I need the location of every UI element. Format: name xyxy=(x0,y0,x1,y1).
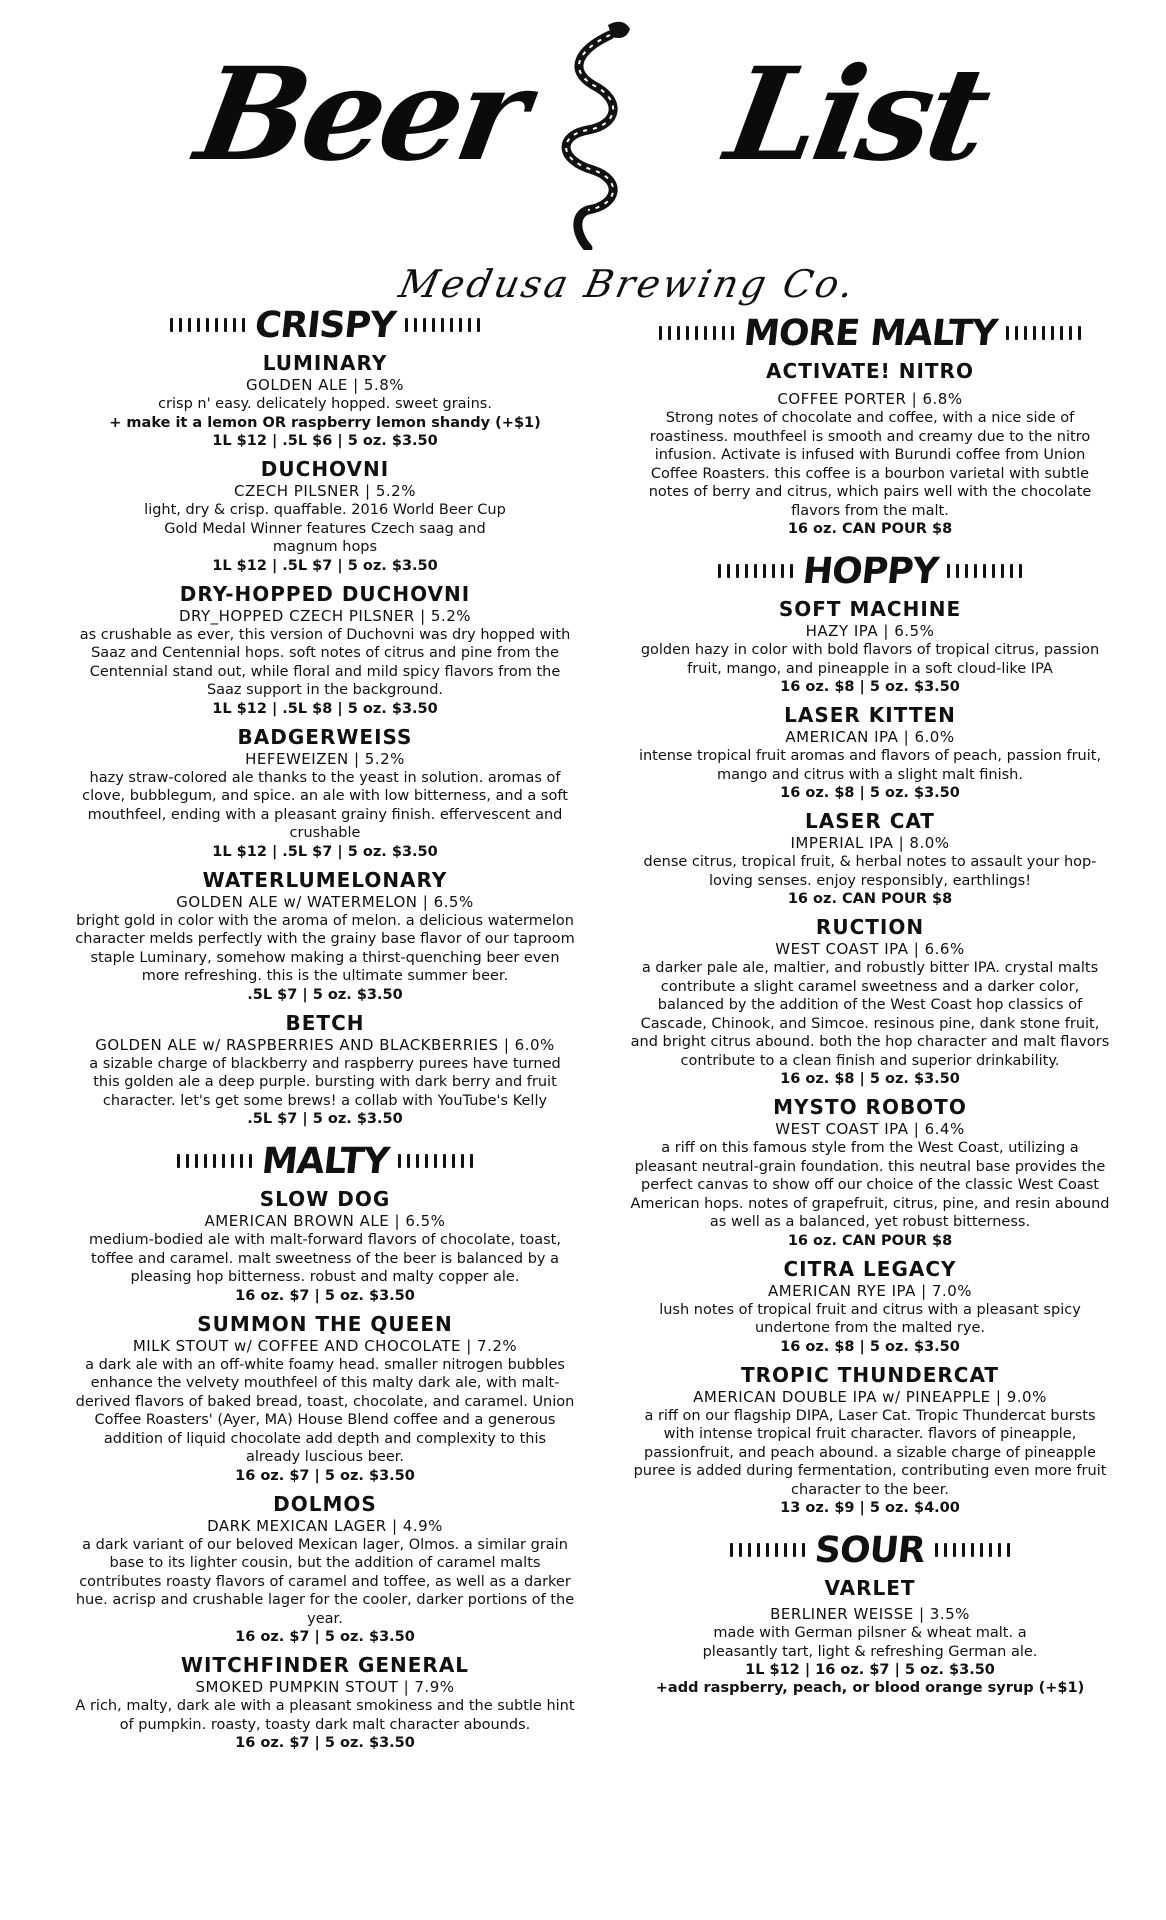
tick-divider-left xyxy=(718,564,793,578)
beer-name: TROPIC THUNDERCAT xyxy=(740,1362,1000,1387)
tick-divider-right xyxy=(405,318,480,332)
beer-style: WEST COAST IPA | 6.6% xyxy=(775,940,965,958)
beer-item xyxy=(75,350,575,450)
beer-price: 16 oz. CAN POUR $8 xyxy=(787,521,953,537)
beer-description: a riff on our flagship DIPA, Laser Cat. Tropic Thundercat bursts with intense tropical fruit character. flavors of pineapple, passionfruit, and peach abound. a sizable charge of pineapple puree is added during fermentation, contributing even more fruit character to the beer. xyxy=(633,1407,1107,1498)
beer-price: 16 oz. $8 | 5 oz. $3.50 xyxy=(780,1338,960,1355)
beer-price: 16 oz. $8 | 5 oz. $3.50 xyxy=(780,785,960,801)
beer-name: LASER CAT xyxy=(805,809,935,833)
section-title: MORE MALTY xyxy=(741,312,999,354)
tick-divider-left xyxy=(170,318,245,332)
beer-item xyxy=(630,596,1110,696)
beer-description: bright gold in color with the aroma of melon. a delicious watermelon character melds perfectly with the grainy base flavor of our taproom staple Luminary, somehow making a thirst-quenching beer even more refreshing. this is the ultimate summer beer. xyxy=(75,912,575,984)
tick-divider-right xyxy=(1006,326,1081,340)
beer-description: A rich, malty, dark ale with a pleasant smokiness and the subtle hint of pumpkin. roasty, toasty dark malt character abounds. xyxy=(75,1698,575,1733)
section-title: CRISPY xyxy=(252,304,398,346)
beer-style: GOLDEN ALE | 5.8% xyxy=(245,376,405,394)
section-title: HOPPY xyxy=(800,550,940,592)
beer-style: BERLINER WEISSE | 3.5% xyxy=(770,1605,970,1623)
beer-description: a riff on this famous style from the West Coast, utilizing a pleasant neutral-grain foundation. this neutral base provides the perfect canvas to show off our choice of the classic West Coast American hops. notes of grapefruit, citrus, pine, and resin abound as well as a balanced, yet robust bitterness. xyxy=(630,1140,1110,1230)
beer-description: medium-bodied ale with malt-forward flavors of chocolate, toast, toffee and caramel. malt sweetness of the beer is balanced by a pleasing hop bitterness. robust and malty copper ale. xyxy=(89,1232,561,1285)
beer-style: COFFEE PORTER | 6.8% xyxy=(777,390,963,408)
beer-price: 16 oz. $7 | 5 oz. $3.50 xyxy=(235,1287,415,1304)
beer-name: LASER KITTEN xyxy=(784,703,956,727)
beer-description: hazy straw-colored ale thanks to the yeast in solution. aromas of clove, bubblegum, and spice. an ale with low bitterness, and a soft mouthfeel, ending with a pleasant grainy finish. effervescent and crushable xyxy=(82,769,568,841)
beer-price: 16 oz. CAN POUR $8 xyxy=(787,891,953,907)
beer-style: AMERICAN DOUBLE IPA w/ PINEAPPLE | 9.0% xyxy=(693,1387,1047,1406)
beer-price: .5L $7 | 5 oz. $3.50 xyxy=(247,986,403,1003)
beer-item xyxy=(75,1652,575,1752)
beer-item xyxy=(630,1362,1110,1518)
beer-style: GOLDEN ALE w/ WATERMELON | 6.5% xyxy=(176,892,474,911)
beer-style: DRY_HOPPED CZECH PILSNER | 5.2% xyxy=(178,606,472,625)
beer-name: WITCHFINDER GENERAL xyxy=(180,1653,470,1677)
beer-description: as crushable as ever, this version of Duchovni was dry hopped with Saaz and Centennial hops. soft notes of citrus and pine from the Centennial stand out, while floral and mild spicy flavors from the Saaz support in the background. xyxy=(79,626,571,698)
beer-item xyxy=(630,1094,1110,1250)
beer-note: + make it a lemon OR raspberry lemon shandy (+$1) xyxy=(109,414,541,431)
tick-divider-left xyxy=(177,1154,252,1168)
beer-style: HAZY IPA | 6.5% xyxy=(805,622,935,640)
beer-name: DRY-HOPPED DUCHOVNI xyxy=(179,581,471,606)
section-title: SOUR xyxy=(813,1529,927,1571)
title-beer: Beer xyxy=(186,40,536,190)
beer-description: a dark variant of our beloved Mexican lager, Olmos. a similar grain base to its lighter cousin, but the addition of caramel malts contributes roasty flavors of caramel and toffee, as well as a darker hue. acrisp and crushable lager for the cooler, darker portions of the year. xyxy=(75,1536,575,1627)
beer-style: DARK MEXICAN LAGER | 4.9% xyxy=(207,1516,443,1535)
beer-style: IMPERIAL IPA | 8.0% xyxy=(790,834,950,852)
beer-price: 16 oz. $7 | 5 oz. $3.50 xyxy=(235,1629,415,1645)
beer-note: +add raspberry, peach, or blood orange syrup (+$1) xyxy=(655,1680,1085,1696)
beer-description: a sizable charge of blackberry and raspberry purees have turned this golden ale a deep purple. bursting with dark berry and fruit character. let's get some brews! a collab with YouTube's Kelly xyxy=(89,1055,561,1109)
beer-name: LUMINARY xyxy=(262,351,388,375)
beer-name: BETCH xyxy=(285,1010,365,1035)
beer-item xyxy=(75,1311,575,1485)
beer-item xyxy=(75,1186,575,1305)
section-header-more-malty xyxy=(630,308,1110,358)
beer-item xyxy=(630,1575,1110,1698)
beer-description: intense tropical fruit aromas and flavors of peach, passion fruit, mango and citrus with a slight malt finish. xyxy=(638,748,1102,783)
section-header-hoppy xyxy=(630,546,1110,596)
beer-name: RUCTION xyxy=(815,915,925,939)
beer-description: dense citrus, tropical fruit, & herbal notes to assault your hop-loving senses. enjoy responsibly, earthlings! xyxy=(643,854,1097,889)
beer-name: SLOW DOG xyxy=(259,1187,391,1211)
beer-price: 1L $12 | .5L $7 | 5 oz. $3.50 xyxy=(212,843,438,860)
beer-name: SOFT MACHINE xyxy=(778,597,962,621)
beer-price: 16 oz. CAN POUR $8 xyxy=(787,1232,953,1249)
beer-price: 1L $12 | .5L $7 | 5 oz. $3.50 xyxy=(212,557,438,574)
menu-header xyxy=(0,0,1166,305)
tick-divider-right xyxy=(935,1543,1010,1557)
beer-item xyxy=(75,456,575,575)
brewery-name: Medusa Brewing Co. xyxy=(395,262,861,306)
beer-price: 1L $12 | .5L $8 | 5 oz. $3.50 xyxy=(212,700,438,717)
tick-divider-left xyxy=(659,326,734,340)
beer-item xyxy=(630,1256,1110,1356)
beer-name: DOLMOS xyxy=(273,1491,377,1516)
beer-item xyxy=(75,1010,575,1129)
beer-style: MILK STOUT w/ COFFEE AND CHOCOLATE | 7.2% xyxy=(132,1336,518,1355)
beer-style: SMOKED PUMPKIN STOUT | 7.9% xyxy=(195,1678,455,1696)
beer-price: 16 oz. $7 | 5 oz. $3.50 xyxy=(235,1735,415,1751)
beer-name: ACTIVATE! NITRO xyxy=(766,359,974,383)
beer-item xyxy=(630,702,1110,802)
beer-description: a darker pale ale, maltier, and robustly bitter IPA. crystal malts contribute a slight caramel sweetness and a darker color, balanced by the addition of the West Coast hop classics of Cascade, Chinook, and Simcoe. resinous pine, dank stone fruit, and bright citrus abound. both the hop character and malt flavors contribute to a clean finish and superior drinkability. xyxy=(630,960,1110,1069)
section-title: MALTY xyxy=(259,1140,391,1182)
tick-divider-right xyxy=(398,1154,473,1168)
beer-item xyxy=(630,358,1110,538)
beer-item xyxy=(75,581,575,718)
section-header-sour xyxy=(630,1525,1110,1575)
beer-price: 1L $12 | 16 oz. $7 | 5 oz. $3.50 xyxy=(745,1662,995,1678)
beer-description: light, dry & crisp. quaffable. 2016 World Beer Cup Gold Medal Winner features Czech saag and magnum hops xyxy=(144,502,506,555)
beer-price: 16 oz. $8 | 5 oz. $3.50 xyxy=(780,679,960,695)
beer-style: GOLDEN ALE w/ RASPBERRIES AND BLACKBERRIES | 6.0% xyxy=(95,1035,555,1054)
beer-price: 16 oz. $8 | 5 oz. $3.50 xyxy=(780,1071,960,1087)
beer-description: crisp n' easy. delicately hopped. sweet grains. xyxy=(158,396,492,412)
section-header-crispy xyxy=(75,300,575,350)
beer-price: .5L $7 | 5 oz. $3.50 xyxy=(247,1111,403,1127)
beer-name: WATERLUMELONARY xyxy=(202,867,448,892)
beer-description: Strong notes of chocolate and coffee, with a nice side of roastiness. mouthfeel is smooth and creamy due to the nitro infusion. Activate is infused with Burundi coffee from Union Coffee Roasters. this coffee is a bourbon varietal with subtle notes of berry and citrus, which pairs well with the chocolate flavors from the malt. xyxy=(648,410,1092,519)
beer-item xyxy=(75,1491,575,1647)
beer-name: CITRA LEGACY xyxy=(783,1256,957,1281)
beer-item xyxy=(75,867,575,1004)
beer-item xyxy=(630,914,1110,1088)
beer-name: BADGERWEISS xyxy=(237,724,413,749)
beer-style: AMERICAN RYE IPA | 7.0% xyxy=(767,1281,973,1300)
beer-price: 13 oz. $9 | 5 oz. $4.00 xyxy=(780,1500,960,1516)
tick-divider-left xyxy=(730,1543,805,1557)
section-header-malty xyxy=(75,1136,575,1186)
beer-description: made with German pilsner & wheat malt. a pleasantly tart, light & refreshing German ale. xyxy=(702,1625,1038,1660)
beer-name: DUCHOVNI xyxy=(260,457,390,481)
beer-name: MYSTO ROBOTO xyxy=(773,1095,967,1119)
beer-style: WEST COAST IPA | 6.4% xyxy=(775,1120,965,1138)
beer-style: HEFEWEIZEN | 5.2% xyxy=(245,749,405,768)
beer-price: 16 oz. $7 | 5 oz. $3.50 xyxy=(235,1467,415,1484)
title-list: List xyxy=(716,40,998,190)
beer-style: AMERICAN IPA | 6.0% xyxy=(785,728,955,746)
beer-name: SUMMON THE QUEEN xyxy=(197,1311,453,1336)
tick-divider-right xyxy=(947,564,1022,578)
beer-description: lush notes of tropical fruit and citrus with a pleasant spicy undertone from the malted rye. xyxy=(659,1301,1081,1336)
beer-item xyxy=(75,724,575,861)
beer-description: golden hazy in color with bold flavors of tropical citrus, passion fruit, mango, and pineapple in a soft cloud-like IPA xyxy=(640,642,1100,677)
beer-name: VARLET xyxy=(824,1576,916,1600)
beer-description: a dark ale with an off-white foamy head. smaller nitrogen bubbles enhance the velvety mouthfeel of this malty dark ale, with malt-derived flavors of baked bread, toast, chocolate, and caramel. Union Coffee Roasters' (Ayer, MA) House Blend coffee and a generous addition of liquid chocolate add depth and complexity to this already luscious beer. xyxy=(75,1356,575,1465)
beer-style: AMERICAN BROWN ALE | 6.5% xyxy=(204,1212,446,1230)
beer-price: 1L $12 | .5L $6 | 5 oz. $3.50 xyxy=(212,433,438,449)
medusa-snake-logo xyxy=(548,10,638,250)
beer-item xyxy=(630,808,1110,908)
right-column xyxy=(630,300,1110,1704)
left-column xyxy=(75,300,575,1758)
beer-style: CZECH PILSNER | 5.2% xyxy=(234,482,416,500)
